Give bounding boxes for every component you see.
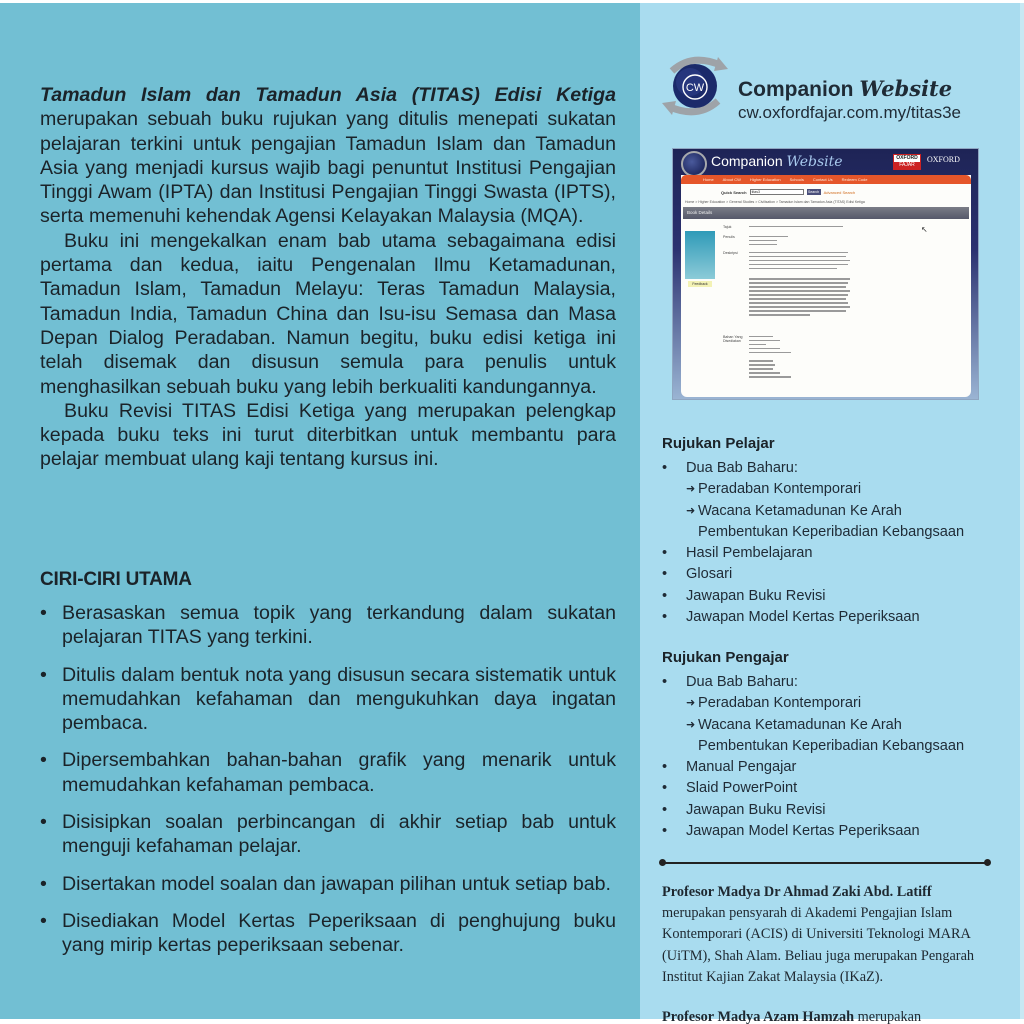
feature-item: [40, 810, 616, 859]
next-author-name: Profesor Madya Azam Hamzah: [662, 1009, 855, 1024]
quick-search-label: Quick Search: [721, 189, 747, 195]
student-resources-heading: Rujukan Pelajar: [662, 435, 775, 452]
website-body: [681, 175, 971, 397]
companion-website-title: [738, 76, 952, 102]
resource-item: [662, 800, 964, 821]
next-author-text: merupakan: [854, 1009, 922, 1024]
lecturer-resources-heading: Rujukan Pengajar: [662, 649, 789, 666]
resource-text: Peradaban Kontemporari: [698, 695, 862, 712]
bullet-icon: •: [662, 759, 668, 776]
back-cover: [0, 3, 1024, 1024]
resource-subitem: [662, 501, 964, 522]
bullet-icon: •: [40, 749, 47, 772]
resource-text: Hasil Pembelajaran: [686, 545, 813, 562]
resource-item: [662, 586, 964, 607]
resource-text: Wacana Ketamadunan Ke Arah: [698, 502, 902, 519]
resource-text: Jawapan Buku Revisi: [686, 801, 826, 818]
oxford-fajar-logo: [893, 154, 921, 170]
bullet-icon: •: [662, 609, 668, 626]
field-value-lines: [749, 226, 859, 230]
book-cover-thumbnail: [685, 231, 715, 279]
author-bio: [662, 882, 992, 988]
arrow-right-icon: ➜: [686, 483, 696, 496]
bullet-icon: •: [40, 909, 47, 932]
companion-website-logo-icon: [662, 51, 728, 121]
website-title: [711, 153, 843, 170]
oxford-logo: OXFORD: [927, 155, 960, 164]
lecturer-resources-list: [662, 672, 964, 842]
section-divider: [662, 862, 988, 864]
arrow-right-icon: ➜: [686, 504, 696, 517]
resource-text: Dua Bab Baharu:: [686, 460, 798, 476]
divider-dot-icon: [659, 859, 666, 866]
oxford-fajar-top: OXFORD: [896, 155, 918, 161]
intro-paragraph-1: [40, 83, 616, 229]
intro-text: [40, 83, 616, 472]
search-button[interactable]: Search: [808, 190, 820, 194]
resource-text: Pembentukan Keperibadian Kebangsaan: [698, 737, 965, 754]
resource-subitem-continuation: [662, 736, 964, 757]
website-title-plain: Companion: [711, 153, 787, 169]
website-title-script: Website: [786, 154, 843, 170]
cw-title-plain: Companion: [738, 78, 860, 101]
feature-text: Disisipkan soalan perbincangan di akhir setiap bab untuk menguji kefahaman pelajar.: [62, 811, 616, 858]
author-bio-text: merupakan pensyarah di Akademi Pengajian Islam Kontemporari (ACIS) di Universiti Teknologi MARA (UiTM), Shah Alam. Beliau juga merupakan Pengarah Institut Kajian Zakat Malaysia (IKaZ).: [662, 905, 975, 985]
resource-subitem: [662, 479, 964, 500]
nav-contact[interactable]: Contact Us: [812, 177, 833, 182]
feedback-button[interactable]: Feedback: [688, 281, 712, 287]
mouse-cursor-icon: ↖: [921, 225, 928, 234]
intro-paragraph-3: Buku Revisi TITAS Edisi Ketiga yang merupakan pelengkap kepada buku teks ini turut diterbitkan untuk membantu para pelajar membuat ulang kaji tentang kursus ini.: [40, 399, 616, 471]
feature-text: Ditulis dalam bentuk nota yang disusun secara sistematik untuk memudahkan kefahaman dan mengukuhkan daya ingatan pembaca.: [62, 663, 616, 735]
features-heading: CIRI-CIRI UTAMA: [40, 569, 192, 590]
nav-about[interactable]: About CW: [722, 177, 741, 182]
resource-text: Dua Bab Baharu:: [686, 674, 798, 690]
resource-text: Jawapan Buku Revisi: [686, 587, 826, 604]
feature-text: Dipersembahkan bahan-bahan grafik yang menarik untuk memudahkan kefahaman pembaca.: [62, 749, 616, 796]
arrow-right-icon: ➜: [686, 697, 696, 710]
bullet-icon: •: [40, 811, 47, 834]
website-logo-icon: [681, 151, 707, 177]
feature-text: Disediakan Model Kertas Peperiksaan di penghujung buku yang mirip kertas peperiksaan sebenar.: [62, 909, 616, 957]
resource-text: Wacana Ketamadunan Ke Arah: [698, 716, 902, 733]
resource-subitem-continuation: [662, 522, 964, 543]
search-input[interactable]: titas3: [750, 189, 804, 195]
resource-text: Peradaban Kontemporari: [698, 481, 862, 498]
field-value-lines: [749, 252, 859, 318]
nav-schools[interactable]: Schools: [789, 177, 804, 182]
bullet-icon: •: [662, 674, 668, 690]
bullet-icon: •: [662, 823, 668, 840]
quick-search: [721, 189, 855, 195]
feature-item: [40, 601, 616, 650]
oxford-fajar-bottom: FAJAR: [894, 162, 920, 169]
features-list: [40, 601, 616, 971]
resource-item: [662, 757, 964, 778]
companion-panel: [640, 3, 1024, 1024]
field-label: Bahan Yang Disediakan: [723, 335, 743, 343]
field-value-lines: [749, 236, 859, 248]
feature-text: Berasaskan semua topik yang terkandung dalam sukatan pelajaran TITAS yang terkini.: [62, 602, 616, 649]
book-details-band: Book Details: [683, 207, 969, 219]
field-label: Deskripsi: [723, 251, 738, 255]
resource-item: [662, 821, 964, 842]
nav-higher-education[interactable]: Higher Education: [749, 177, 781, 182]
cw-logo-text: CW: [685, 82, 705, 94]
divider-dot-icon: [984, 859, 991, 866]
resource-text: Jawapan Model Kertas Peperiksaan: [686, 823, 920, 840]
feature-item: [40, 663, 616, 736]
website-screenshot: [672, 148, 979, 400]
book-title: Tamadun Islam dan Tamadun Asia (TITAS) Edisi Ketiga: [40, 84, 616, 106]
bullet-icon: •: [662, 460, 668, 476]
resource-subitem: [662, 693, 964, 714]
feature-item: [40, 748, 616, 797]
bullet-icon: •: [662, 801, 668, 818]
resource-text: Pembentukan Keperibadian Kebangsaan: [698, 523, 965, 540]
feature-text: Disertakan model soalan dan jawapan pilihan untuk setiap bab.: [62, 872, 611, 895]
arrow-right-icon: ➜: [686, 718, 696, 731]
resource-text: Manual Pengajar: [686, 759, 797, 776]
resource-text: Glosari: [686, 566, 733, 583]
intro-paragraph-1-text: merupakan sebuah buku rujukan yang ditulis menepati sukatan pelajaran terkini untuk pengajian Tamadun Islam dan Tamadun Asia yang menjadi kursus wajib bagi penuntut Institusi Pengajian Tinggi Awam (IPTA) dan Institusi Pengajian Tinggi Swasta (IPTS), serta memenuhi kehendak Agensi Kelayakan Malaysia (MQA).: [40, 108, 616, 228]
resource-item: [662, 543, 964, 564]
bullet-icon: •: [662, 566, 668, 583]
website-header: [673, 149, 978, 177]
bullet-icon: •: [662, 780, 668, 797]
field-label: Tajuk: [723, 225, 732, 229]
resource-text: Slaid PowerPoint: [686, 780, 798, 797]
bullet-icon: •: [662, 545, 668, 562]
companion-website-url[interactable]: cw.oxfordfajar.com.my/titas3e: [738, 103, 961, 122]
advanced-search-link[interactable]: Advanced Search: [823, 189, 856, 195]
cw-title-script: Website: [859, 76, 953, 101]
author-name: Profesor Madya Dr Ahmad Zaki Abd. Latiff: [662, 884, 932, 900]
resource-text: Jawapan Model Kertas Peperiksaan: [686, 609, 920, 626]
nav-home[interactable]: Home: [703, 177, 714, 182]
website-nav: [681, 175, 971, 184]
bullet-icon: •: [662, 587, 668, 604]
next-author-bio-cut: [662, 1009, 921, 1024]
bullet-icon: •: [40, 663, 47, 686]
intro-paragraph-2: Buku ini mengekalkan enam bab utama sebagaimana edisi pertama dan kedua, iaitu Pengenalan Ilmu Ketamadunan, Tamadun Islam, Tamadun Melayu: Teras Tamadun Malaysia, Tamadun India, Tamadun China dan Isu-isu Semasa dan Masa Depan Dialog Peradaban. Namun begitu, buku edisi ketiga ini telah disemak dan disusun semula para penulis untuk menghasilkan sebuah buku yang lebih berkualiti kandungannya.: [40, 229, 616, 398]
bullet-icon: •: [40, 602, 47, 624]
resource-item: [662, 607, 964, 628]
description-panel: [0, 3, 640, 1019]
feature-item: [40, 872, 616, 896]
breadcrumb: Home > Higher Education > General Studies > Civilisation > Tamadun Islam dan Tamadun Asia (TITAS) Edisi Ketiga: [685, 200, 865, 204]
resource-item: [662, 672, 964, 693]
resource-item: [662, 564, 964, 585]
student-resources-list: [662, 458, 964, 628]
resource-item: [662, 458, 964, 479]
resource-item: [662, 778, 964, 799]
nav-redeem-code[interactable]: Redeem Code: [841, 177, 868, 182]
bullet-icon: •: [40, 872, 47, 895]
field-value-lines: [749, 336, 859, 380]
resource-subitem: [662, 715, 964, 736]
feature-item: [40, 909, 616, 958]
field-label: Penulis: [723, 235, 735, 239]
